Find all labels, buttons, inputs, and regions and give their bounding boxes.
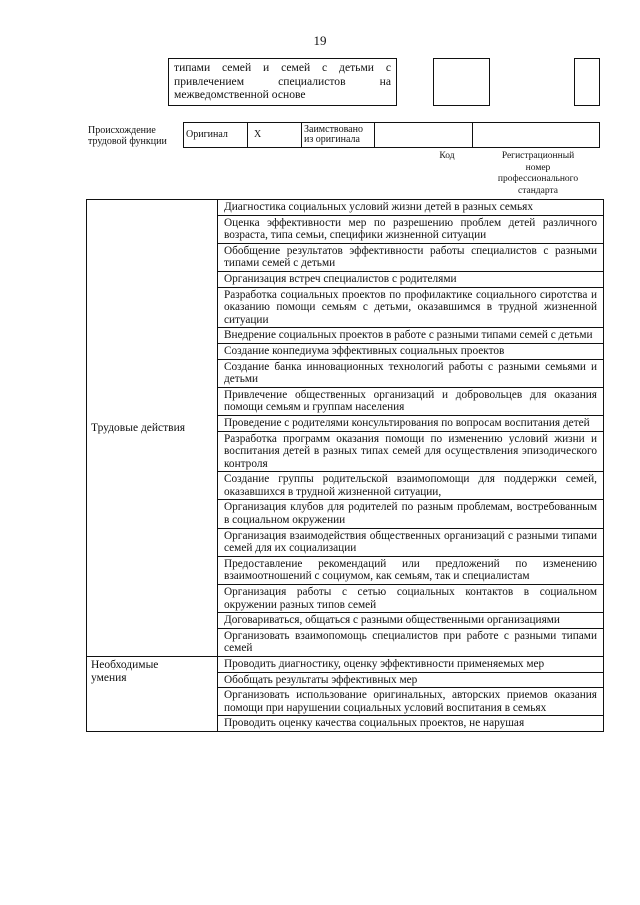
origin-mark-cell: X (248, 123, 302, 148)
reg-label-line: профессионального (497, 174, 579, 184)
reg-label-line: стандарта (518, 185, 558, 196)
section-label-cell (87, 200, 218, 657)
empty-code-cell (433, 58, 490, 106)
item-cell: Обобщение результатов эффективности работы специалистов с разными типами семей с детьми (218, 243, 604, 271)
item-cell: Организация клубов для родителей по разным проблемам, востребованным в социальном окружении (218, 500, 604, 528)
reg-number-label (486, 151, 590, 197)
item-cell: Разработка социальных проектов по профилактике социального сиротства и оказанию помощи семьям с детьми, оказавшимся в трудной жизненной ситуации (218, 287, 604, 328)
item-cell: Организация работы с сетью социальных контактов в социальном окружении разных типов семей (218, 585, 604, 613)
section-label: Трудовые действия (91, 421, 186, 434)
item-cell: Привлечение общественных организаций и добровольцев для оказания помощи семьям и группам населения (218, 387, 604, 415)
item-cell: Создание конпедиума эффективных социальных проектов (218, 343, 604, 359)
borrowed-line: Заимствовано (304, 123, 363, 135)
item-cell: Проводить оценку качества социальных проектов, не нарушая (218, 716, 604, 732)
continuation-line: типами семей и семей с детьми с (174, 61, 391, 74)
continuation-line: межведомственной основе (174, 88, 306, 102)
reg-label-line: Регистрационный (501, 151, 575, 161)
continuation-line: привлечением специалистов на (174, 74, 391, 88)
origin-label-line: трудовой функции (88, 136, 167, 147)
item-cell: Организовать взаимопомощь специалистов при работе с разными типами семей (218, 628, 604, 656)
origin-table (183, 122, 600, 148)
empty-level-cell (574, 58, 600, 106)
item-cell: Проводить диагностику, оценку эффективности применяемых мер (218, 657, 604, 673)
code-label: Код (439, 151, 455, 161)
reg-label-line: номер (525, 162, 551, 173)
origin-code-cell (375, 123, 473, 148)
item-cell: Оценка эффективности мер по разрешению проблем детей различного возраста, типа семьи, специфики жизненной ситуации (218, 215, 604, 243)
borrowed-line: из оригинала (304, 134, 360, 145)
item-cell: Проведение с родителями консультирования по вопросам воспитания детей (218, 415, 604, 431)
origin-label (88, 125, 180, 147)
item-cell: Создание банка инновационных технологий работы с разными семьями и детьми (218, 359, 604, 387)
item-cell: Создание группы родительской взаимопомощи для поддержки семей, оказавшихся в трудной жизненной ситуации, (218, 472, 604, 500)
origin-borrowed-cell (302, 123, 375, 148)
item-cell: Организовать использование оригинальных, авторских приемов оказания помощи при нарушении социальных условий воспитания в семьях (218, 688, 604, 716)
item-cell: Диагностика социальных условий жизни детей в разных семьях (218, 200, 604, 216)
origin-reg-cell (473, 123, 600, 148)
page-number: 19 (313, 33, 327, 48)
item-cell: Внедрение социальных проектов в работе с разными типами семей с детьми (218, 328, 604, 344)
item-cell: Организация встреч специалистов с родителями (218, 271, 604, 287)
section-label: Необходимые умения (91, 659, 159, 684)
section-label-cell (87, 657, 218, 732)
item-cell: Предоставление рекомендаций или предложений по изменению взаимоотношений с социумом, как семьям, так и специалистам (218, 556, 604, 584)
continuation-cell (168, 58, 397, 106)
item-cell: Обобщать результаты эффективных мер (218, 672, 604, 688)
table-row (87, 200, 604, 216)
function-table (86, 199, 604, 732)
item-cell: Разработка программ оказания помощи по изменению условий жизни и воспитания детей в разных типах семей для осуществления эпизодического контроля (218, 431, 604, 472)
origin-original-cell: Оригинал (184, 123, 248, 148)
origin-label-line: Происхождение (88, 125, 156, 136)
table-row (87, 657, 604, 673)
item-cell: Организация взаимодействия общественных организаций с разными типами семей для их социализации (218, 528, 604, 556)
item-cell: Договариваться, общаться с разными общественными организациями (218, 613, 604, 629)
